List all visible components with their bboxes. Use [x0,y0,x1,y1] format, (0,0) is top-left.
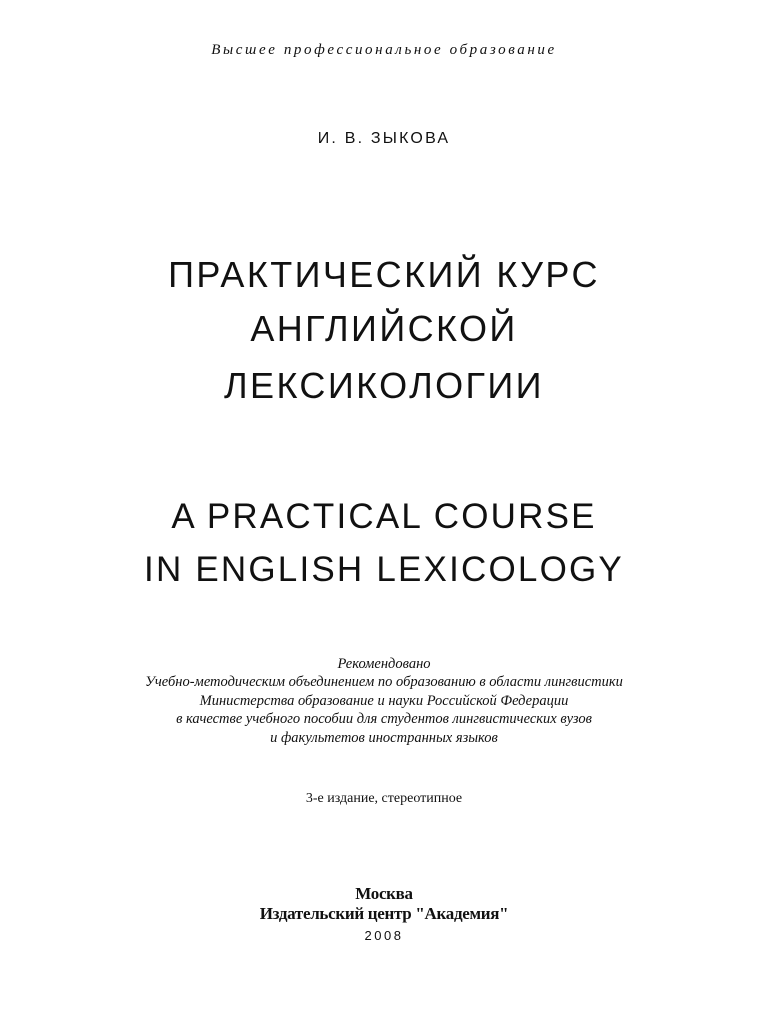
recommendation-line-2: Учебно-методическим объединением по образованию в области лингвистики [145,674,623,690]
title-en-line-2: IN ENGLISH LEXICOLOGY [144,550,624,589]
recommendation-line-5: и факультетов иностранных языков [270,730,498,746]
imprint-city: Москва [355,884,413,903]
author-name: И. В. ЗЫКОВА [317,130,451,147]
recommendation-line-3: Министерства образование и науки Российской Федерации [199,693,569,709]
recommendation-line-4: в качестве учебного пособии для студентов лингвистических вузов [176,711,592,727]
title-ru-line-1: ПРАКТИЧЕСКИЙ КУРС [168,254,600,295]
title-ru-line-2: АНГЛИЙСКОЙ [250,308,518,349]
title-en-line-1: A PRACTICAL COURSE [171,497,597,536]
recommendation-line-1: Рекомендовано [337,656,431,672]
imprint-year: 2008 [364,928,404,943]
edition-note: 3-е издание, стереотипное [305,791,463,806]
series-line: Высшее профессиональное образование [211,42,557,58]
title-ru-line-3: ЛЕКСИКОЛОГИИ [224,365,544,406]
imprint-publisher: Издательский центр "Академия" [259,904,509,923]
